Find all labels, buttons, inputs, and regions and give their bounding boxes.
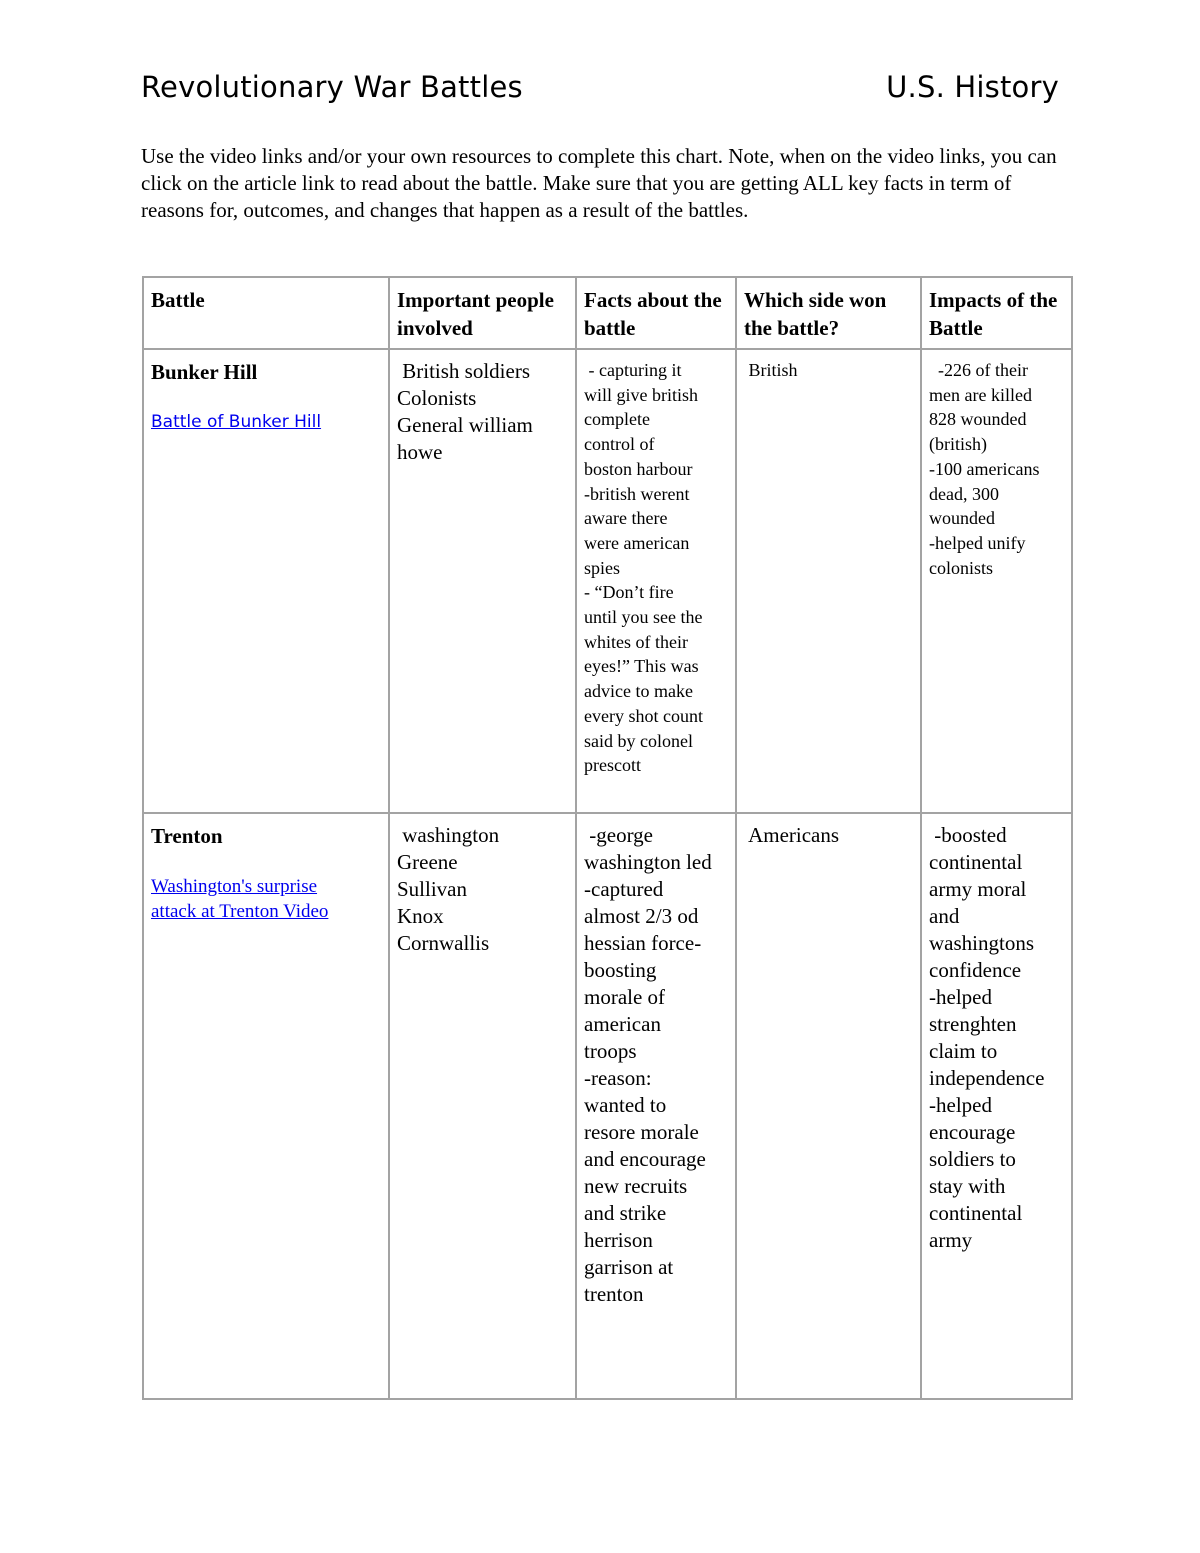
instructions-paragraph: Use the video links and/or your own resources to complete this chart. Note, when on the video links, you can click on the article link to read about the battle. Make sure that you are getting ALL key facts in term of reasons for, outcomes, and changes that happen as a result of the battles. xyxy=(141,144,1057,222)
people-cell xyxy=(389,813,576,1399)
facts-line: troops xyxy=(584,1039,637,1063)
impacts-line: wounded xyxy=(929,508,995,529)
impacts-line: stay with xyxy=(929,1174,1006,1198)
battles-chart xyxy=(142,276,1073,1400)
people-line: Cornwallis xyxy=(397,931,490,955)
people-line: Sullivan xyxy=(397,877,468,901)
facts-line: new recruits xyxy=(584,1174,688,1198)
impacts-line: claim to xyxy=(929,1039,998,1063)
link-line: attack at Trenton Video xyxy=(151,901,329,922)
people-cell xyxy=(389,349,576,813)
impacts-line: independence xyxy=(929,1066,1045,1090)
impacts-line: confidence xyxy=(929,958,1022,982)
winner-cell xyxy=(736,813,921,1399)
facts-line: american xyxy=(584,1012,661,1036)
facts-line: almost 2/3 od xyxy=(584,904,699,928)
header-impacts: Impacts of the Battle xyxy=(921,277,1072,349)
people-line: Greene xyxy=(397,850,458,874)
facts-line: -george xyxy=(584,823,653,847)
impacts-line: (british) xyxy=(929,434,987,455)
impacts-line: strenghten xyxy=(929,1012,1017,1036)
subject-label: U.S. History xyxy=(886,70,1059,104)
facts-line: herrison xyxy=(584,1228,653,1252)
impacts-line: -helped xyxy=(929,985,992,1009)
battle-name: Trenton xyxy=(151,824,223,848)
facts-line: garrison at xyxy=(584,1255,674,1279)
header-winner: Which side won the battle? xyxy=(736,277,921,349)
facts-line: will give british xyxy=(584,384,698,405)
people-line: Knox xyxy=(397,904,444,928)
facts-cell xyxy=(576,349,736,813)
impacts-line: -helped xyxy=(929,1093,992,1117)
battle-name: Bunker Hill xyxy=(151,360,258,384)
facts-line: washington led xyxy=(584,850,712,874)
facts-cell xyxy=(576,813,736,1399)
impacts-line: encourage xyxy=(929,1120,1016,1144)
impacts-line: dead, 300 xyxy=(929,483,999,504)
facts-line: wanted to xyxy=(584,1093,667,1117)
impacts-cell xyxy=(921,349,1072,813)
facts-line: prescott xyxy=(584,755,641,776)
trenton-video-link[interactable] xyxy=(151,874,382,924)
facts-line: and encourage xyxy=(584,1147,706,1171)
bunker-hill-link[interactable]: Battle of Bunker Hill xyxy=(151,412,322,432)
facts-line: whites of their xyxy=(584,631,688,652)
impacts-line: -boosted xyxy=(929,823,1007,847)
facts-line: hessian force- xyxy=(584,931,702,955)
battle-cell xyxy=(143,349,389,813)
facts-line: said by colonel xyxy=(584,730,693,751)
facts-line: aware there xyxy=(584,508,668,529)
battle-cell xyxy=(143,813,389,1399)
facts-line: were american xyxy=(584,532,690,553)
people-line: washington xyxy=(397,823,500,847)
people-line: British soldiers xyxy=(397,359,531,383)
impacts-line: and xyxy=(929,904,960,928)
facts-line: spies xyxy=(584,557,620,578)
document-title: Revolutionary War Battles xyxy=(141,70,523,104)
table-row xyxy=(143,349,1072,813)
impacts-line: soldiers to xyxy=(929,1147,1016,1171)
impacts-line: army xyxy=(929,1228,973,1252)
impacts-line: continental xyxy=(929,850,1023,874)
facts-line: and strike xyxy=(584,1201,667,1225)
impacts-line: -100 americans xyxy=(929,458,1040,479)
facts-line: eyes!” This was xyxy=(584,656,699,677)
winner-value: British xyxy=(744,360,798,380)
header-people: Important people involved xyxy=(389,277,576,349)
impacts-line: washingtons xyxy=(929,931,1034,955)
people-line: General william xyxy=(397,413,533,437)
facts-line: - capturing it xyxy=(584,360,682,380)
facts-line: resore morale xyxy=(584,1120,699,1144)
impacts-line: men are killed xyxy=(929,384,1032,405)
facts-line: control of xyxy=(584,434,655,455)
header-row xyxy=(143,277,1072,349)
link-line: Washington's surprise xyxy=(151,876,318,897)
facts-line: -reason: xyxy=(584,1066,652,1090)
facts-line: boston harbour xyxy=(584,458,693,479)
impacts-line: colonists xyxy=(929,557,994,578)
table-row xyxy=(143,813,1072,1399)
facts-line: trenton xyxy=(584,1282,644,1306)
facts-line: - “Don’t fire xyxy=(584,582,674,603)
impacts-line: -helped unify xyxy=(929,532,1026,553)
facts-line: complete xyxy=(584,409,650,430)
facts-line: -british werent xyxy=(584,483,690,504)
facts-line: advice to make xyxy=(584,681,693,702)
impacts-line: -226 of their xyxy=(929,360,1028,380)
header-battle: Battle xyxy=(143,277,389,349)
facts-line: until you see the xyxy=(584,607,703,628)
facts-line: morale of xyxy=(584,985,666,1009)
winner-value: Americans xyxy=(744,823,840,847)
facts-line: every shot count xyxy=(584,705,703,726)
impacts-line: army moral xyxy=(929,877,1027,901)
facts-line: boosting xyxy=(584,958,657,982)
winner-cell xyxy=(736,349,921,813)
people-line: Colonists xyxy=(397,386,477,410)
impacts-cell xyxy=(921,813,1072,1399)
facts-line: -captured xyxy=(584,877,664,901)
header-facts: Facts about the battle xyxy=(576,277,736,349)
impacts-line: 828 wounded xyxy=(929,409,1027,430)
people-line: howe xyxy=(397,440,443,464)
impacts-line: continental xyxy=(929,1201,1023,1225)
